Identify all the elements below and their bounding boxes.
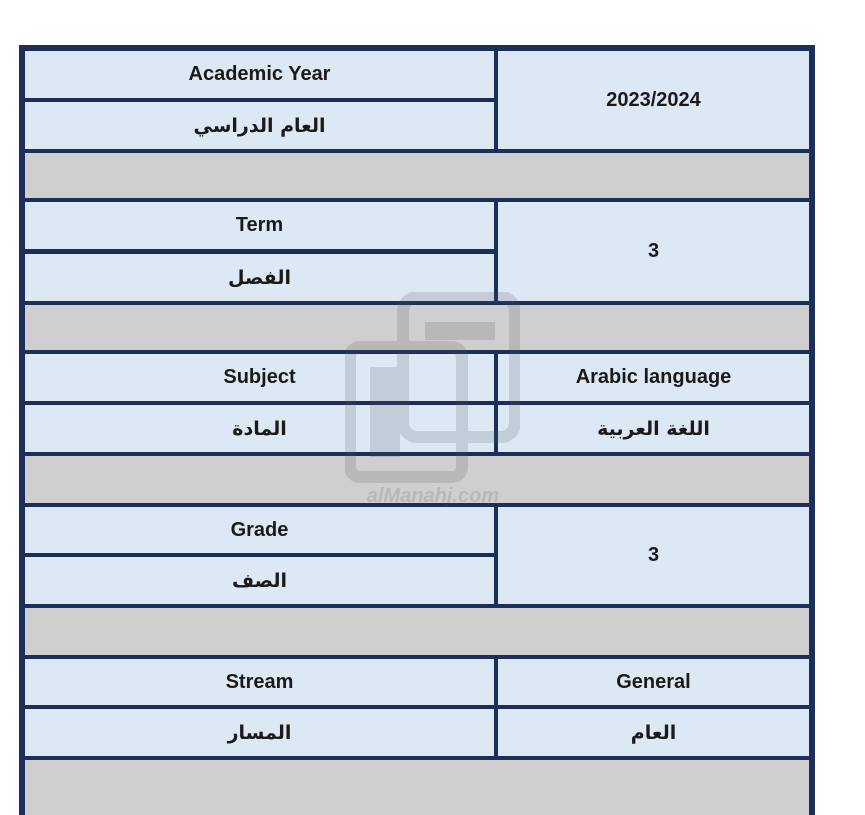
subject-label-ar: المادة: [25, 405, 494, 452]
separator-row: [25, 305, 809, 350]
academic-year-label-ar: العام الدراسي: [25, 102, 494, 149]
academic-year-label-en: Academic Year: [25, 51, 494, 98]
term-label-ar: الفصل: [25, 254, 494, 301]
stream-value-en: General: [498, 659, 809, 705]
separator-row: [25, 608, 809, 655]
stream-label-ar: المسار: [25, 709, 494, 756]
grade-label-en: Grade: [25, 507, 494, 553]
separator-row: [25, 456, 809, 503]
grade-value: 3: [498, 507, 809, 604]
separator-row: [25, 153, 809, 198]
info-table: [19, 45, 815, 815]
academic-year-value: 2023/2024: [498, 51, 809, 149]
stream-label-en: Stream: [25, 659, 494, 705]
subject-value-ar: اللغة العربية: [498, 405, 809, 452]
term-label-en: Term: [25, 202, 494, 249]
subject-label-en: Subject: [25, 354, 494, 401]
grade-label-ar: الصف: [25, 557, 494, 604]
separator-row: [25, 760, 809, 815]
term-value: 3: [498, 202, 809, 301]
subject-value-en: Arabic language: [498, 354, 809, 401]
stream-value-ar: العام: [498, 709, 809, 756]
